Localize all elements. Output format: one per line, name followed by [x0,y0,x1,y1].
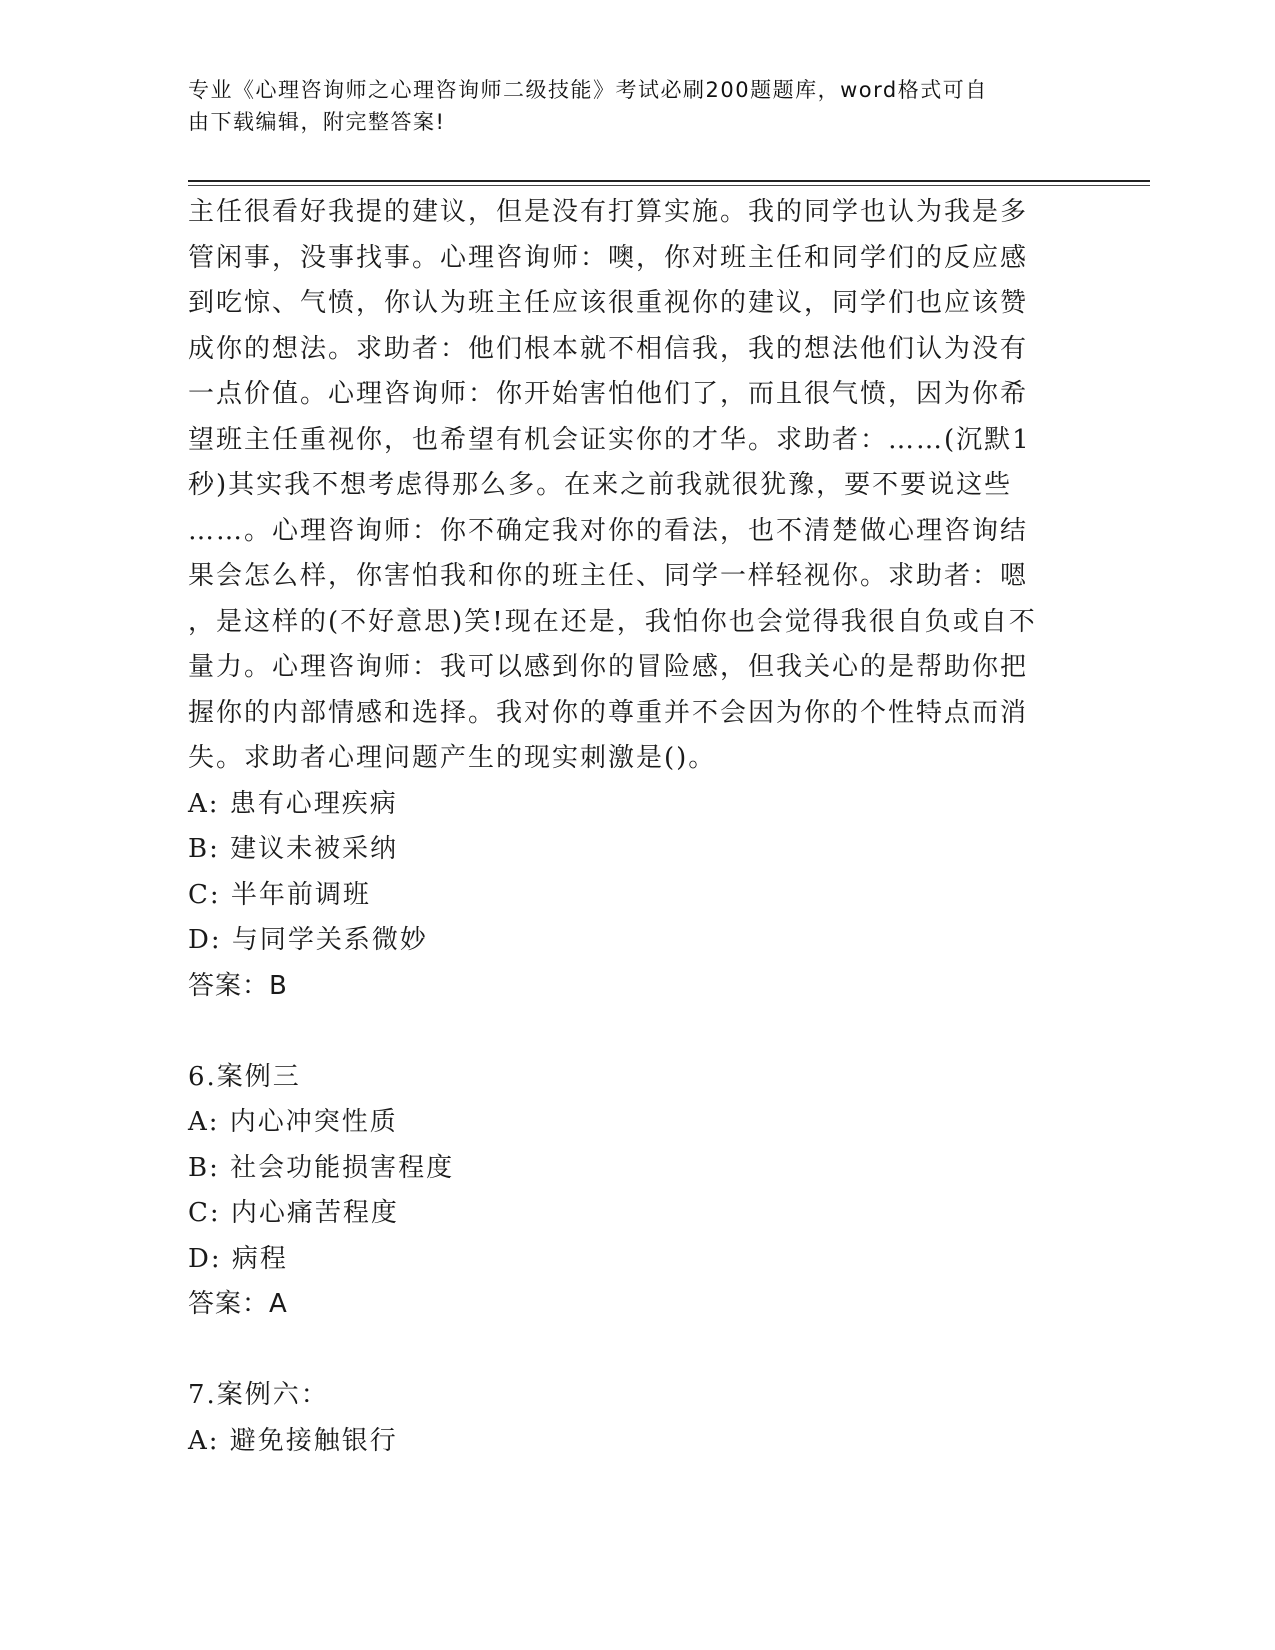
page-header [188,74,1068,138]
stem-line: 握你的内部情感和选择。我对你的尊重并不会因为你的个性特点而消 [188,697,1029,728]
stem-line: 果会怎么样，你害怕我和你的班主任、同学一样轻视你。求助者：嗯 [188,561,1029,591]
q5-option-a: A: 患有心理疾病 [188,788,398,819]
main-content [188,190,1068,1464]
q5-option-c: C: 半年前调班 [188,879,371,910]
q6-option-a: A: 内心冲突性质 [188,1107,398,1137]
spacer [188,1009,1068,1055]
stem-line: 管闲事，没事找事。心理咨询师：噢，你对班主任和同学们的反应感 [188,242,1029,273]
q5-option-b: B: 建议未被采纳 [188,834,399,864]
stem-line: 主任很看好我提的建议，但是没有打算实施。我的同学也认为我是多 [188,197,1029,227]
stem-line: 失。求助者心理问题产生的现实刺激是()。 [188,743,717,773]
stem-line: 望班主任重视你，也希望有机会证实你的才华。求助者：……(沉默1 [188,424,1031,455]
stem-line: ，是这样的(不好意思)笑!现在还是，我怕你也会觉得我很自负或自不 [188,606,1037,637]
q5-answer: 答案：B [188,970,288,1001]
stem-line: 量力。心理咨询师：我可以感到你的冒险感，但我关心的是帮助你把 [188,652,1029,682]
stem-line: 成你的想法。求助者：他们根本就不相信我，我的想法他们认为没有 [188,333,1029,364]
q6-option-c: C: 内心痛苦程度 [188,1198,399,1228]
stem-line: 到吃惊、气愤，你认为班主任应该很重视你的建议，同学们也应该赞 [188,288,1029,318]
q7-option-a: A: 避免接触银行 [188,1425,398,1456]
stem-line: 一点价值。心理咨询师：你开始害怕他们了，而且很气愤，因为你希 [188,379,1029,409]
q6-answer: 答案：A [188,1289,288,1319]
header-line-2: 由下载编辑，附完整答案! [188,110,446,134]
q6-option-b: B: 社会功能损害程度 [188,1152,455,1183]
header-line-1: 专业《心理咨询师之心理咨询师二级技能》考试必刷200题题库，word格式可自 [188,78,988,102]
q6-option-d: D: 病程 [188,1243,288,1274]
q6-title: 6.案例三 [188,1061,301,1092]
q7-title: 7.案例六： [188,1380,329,1410]
stem-line: 秒)其实我不想考虑得那么多。在来之前我就很犹豫，要不要说这些 [188,470,1013,500]
header-divider-thin [188,185,1150,186]
question-5-stem [188,190,1068,782]
stem-line: ……。心理咨询师：你不确定我对你的看法，也不清楚做心理咨询结 [188,515,1029,546]
header-divider-thick [188,180,1150,182]
spacer [188,1328,1068,1374]
q5-option-d: D: 与同学关系微妙 [188,925,428,955]
